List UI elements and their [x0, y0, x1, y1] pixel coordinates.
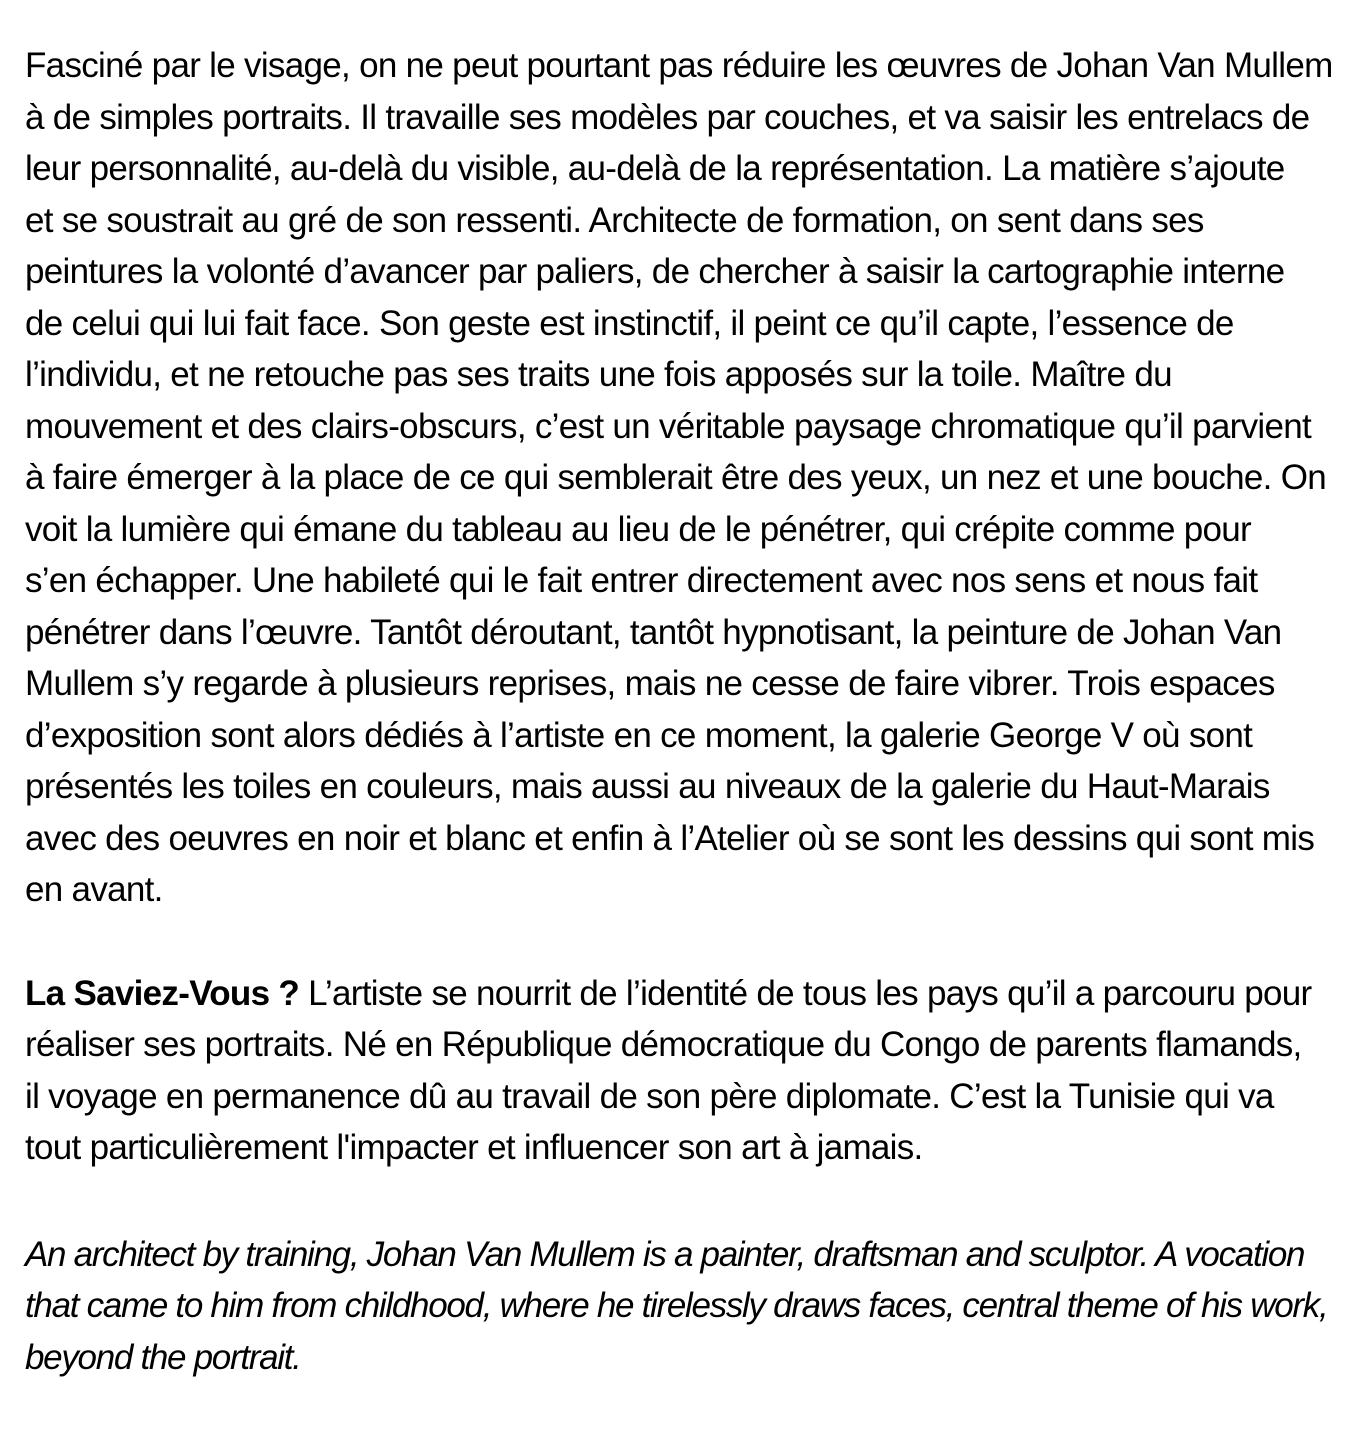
english-italic-paragraph — [25, 1229, 1368, 1384]
text-line: that came to him from childhood, where he tirelessly draws faces, central theme of his work, — [25, 1286, 1328, 1325]
text-line: An architect by training, Johan Van Mullem is a painter, draftsman and sculptor. A vocation — [25, 1234, 1305, 1274]
text-line: leur personnalité, au-delà du visible, au-delà de la représentation. La matière s’ajoute — [25, 149, 1285, 188]
text-line: voit la lumière qui émane du tableau au lieu de le pénétrer, qui crépite comme pour — [25, 509, 1251, 549]
text-line: et se soustrait au gré de son ressenti. Architecte de formation, on sent dans ses — [25, 200, 1204, 240]
saviez-vous-bold-lead: La Saviez-Vous ? — [25, 973, 300, 1013]
text-line: s’en échapper. Une habileté qui le fait entrer directement avec nos sens et nous fait — [25, 561, 1258, 600]
text-line: il voyage en permanence dû au travail de son père diplomate. C’est la Tunisie qui va — [25, 1076, 1274, 1116]
text-line: à de simples portraits. Il travaille ses modèles par couches, et va saisir les entrelacs de — [25, 97, 1310, 137]
text-line: pénétrer dans l’œuvre. Tantôt déroutant, tantôt hypnotisant, la peinture de Johan Van — [25, 612, 1282, 652]
text-line: beyond the portrait. — [25, 1337, 301, 1377]
text-line: Mullem s’y regarde à plusieurs reprises, mais ne cesse de faire vibrer. Trois espaces — [25, 664, 1275, 703]
text-line: Fasciné par le visage, on ne peut pourtant pas réduire les œuvres de Johan Van Mullem — [25, 46, 1333, 85]
text-line: d’exposition sont alors dédiés à l’artiste en ce moment, la galerie George V où sont — [25, 715, 1253, 755]
text-line: réaliser ses portraits. Né en République démocratique du Congo de parents flamands, — [25, 1025, 1302, 1064]
text-line: peintures la volonté d’avancer par paliers, de chercher à saisir la cartographie interne — [25, 252, 1285, 291]
intro-paragraph — [25, 40, 1368, 916]
text-line-rest: L’artiste se nourrit de l’identité de tous les pays qu’il a parcouru pour — [299, 973, 1312, 1013]
text-line: tout particulièrement l'impacter et influencer son art à jamais. — [25, 1128, 923, 1167]
text-line: mouvement et des clairs-obscurs, c’est un véritable paysage chromatique qu’il parvient — [25, 406, 1312, 446]
saviez-vous-paragraph — [25, 968, 1368, 1174]
text-line: en avant. — [25, 870, 163, 909]
text-line: présentés les toiles en couleurs, mais aussi au niveaux de la galerie du Haut-Marais — [25, 767, 1270, 806]
text-line: avec des oeuvres en noir et blanc et enfin à l’Atelier où se sont les dessins qui sont mis — [25, 818, 1315, 858]
text-line: l’individu, et ne retouche pas ses traits une fois apposés sur la toile. Maître du — [25, 355, 1172, 394]
text-line — [25, 968, 1368, 1020]
text-line: à faire émerger à la place de ce qui semblerait être des yeux, un nez et une bouche. On — [25, 458, 1327, 497]
text-line: de celui qui lui fait face. Son geste est instinctif, il peint ce qu’il capte, l’essence de — [25, 303, 1234, 343]
